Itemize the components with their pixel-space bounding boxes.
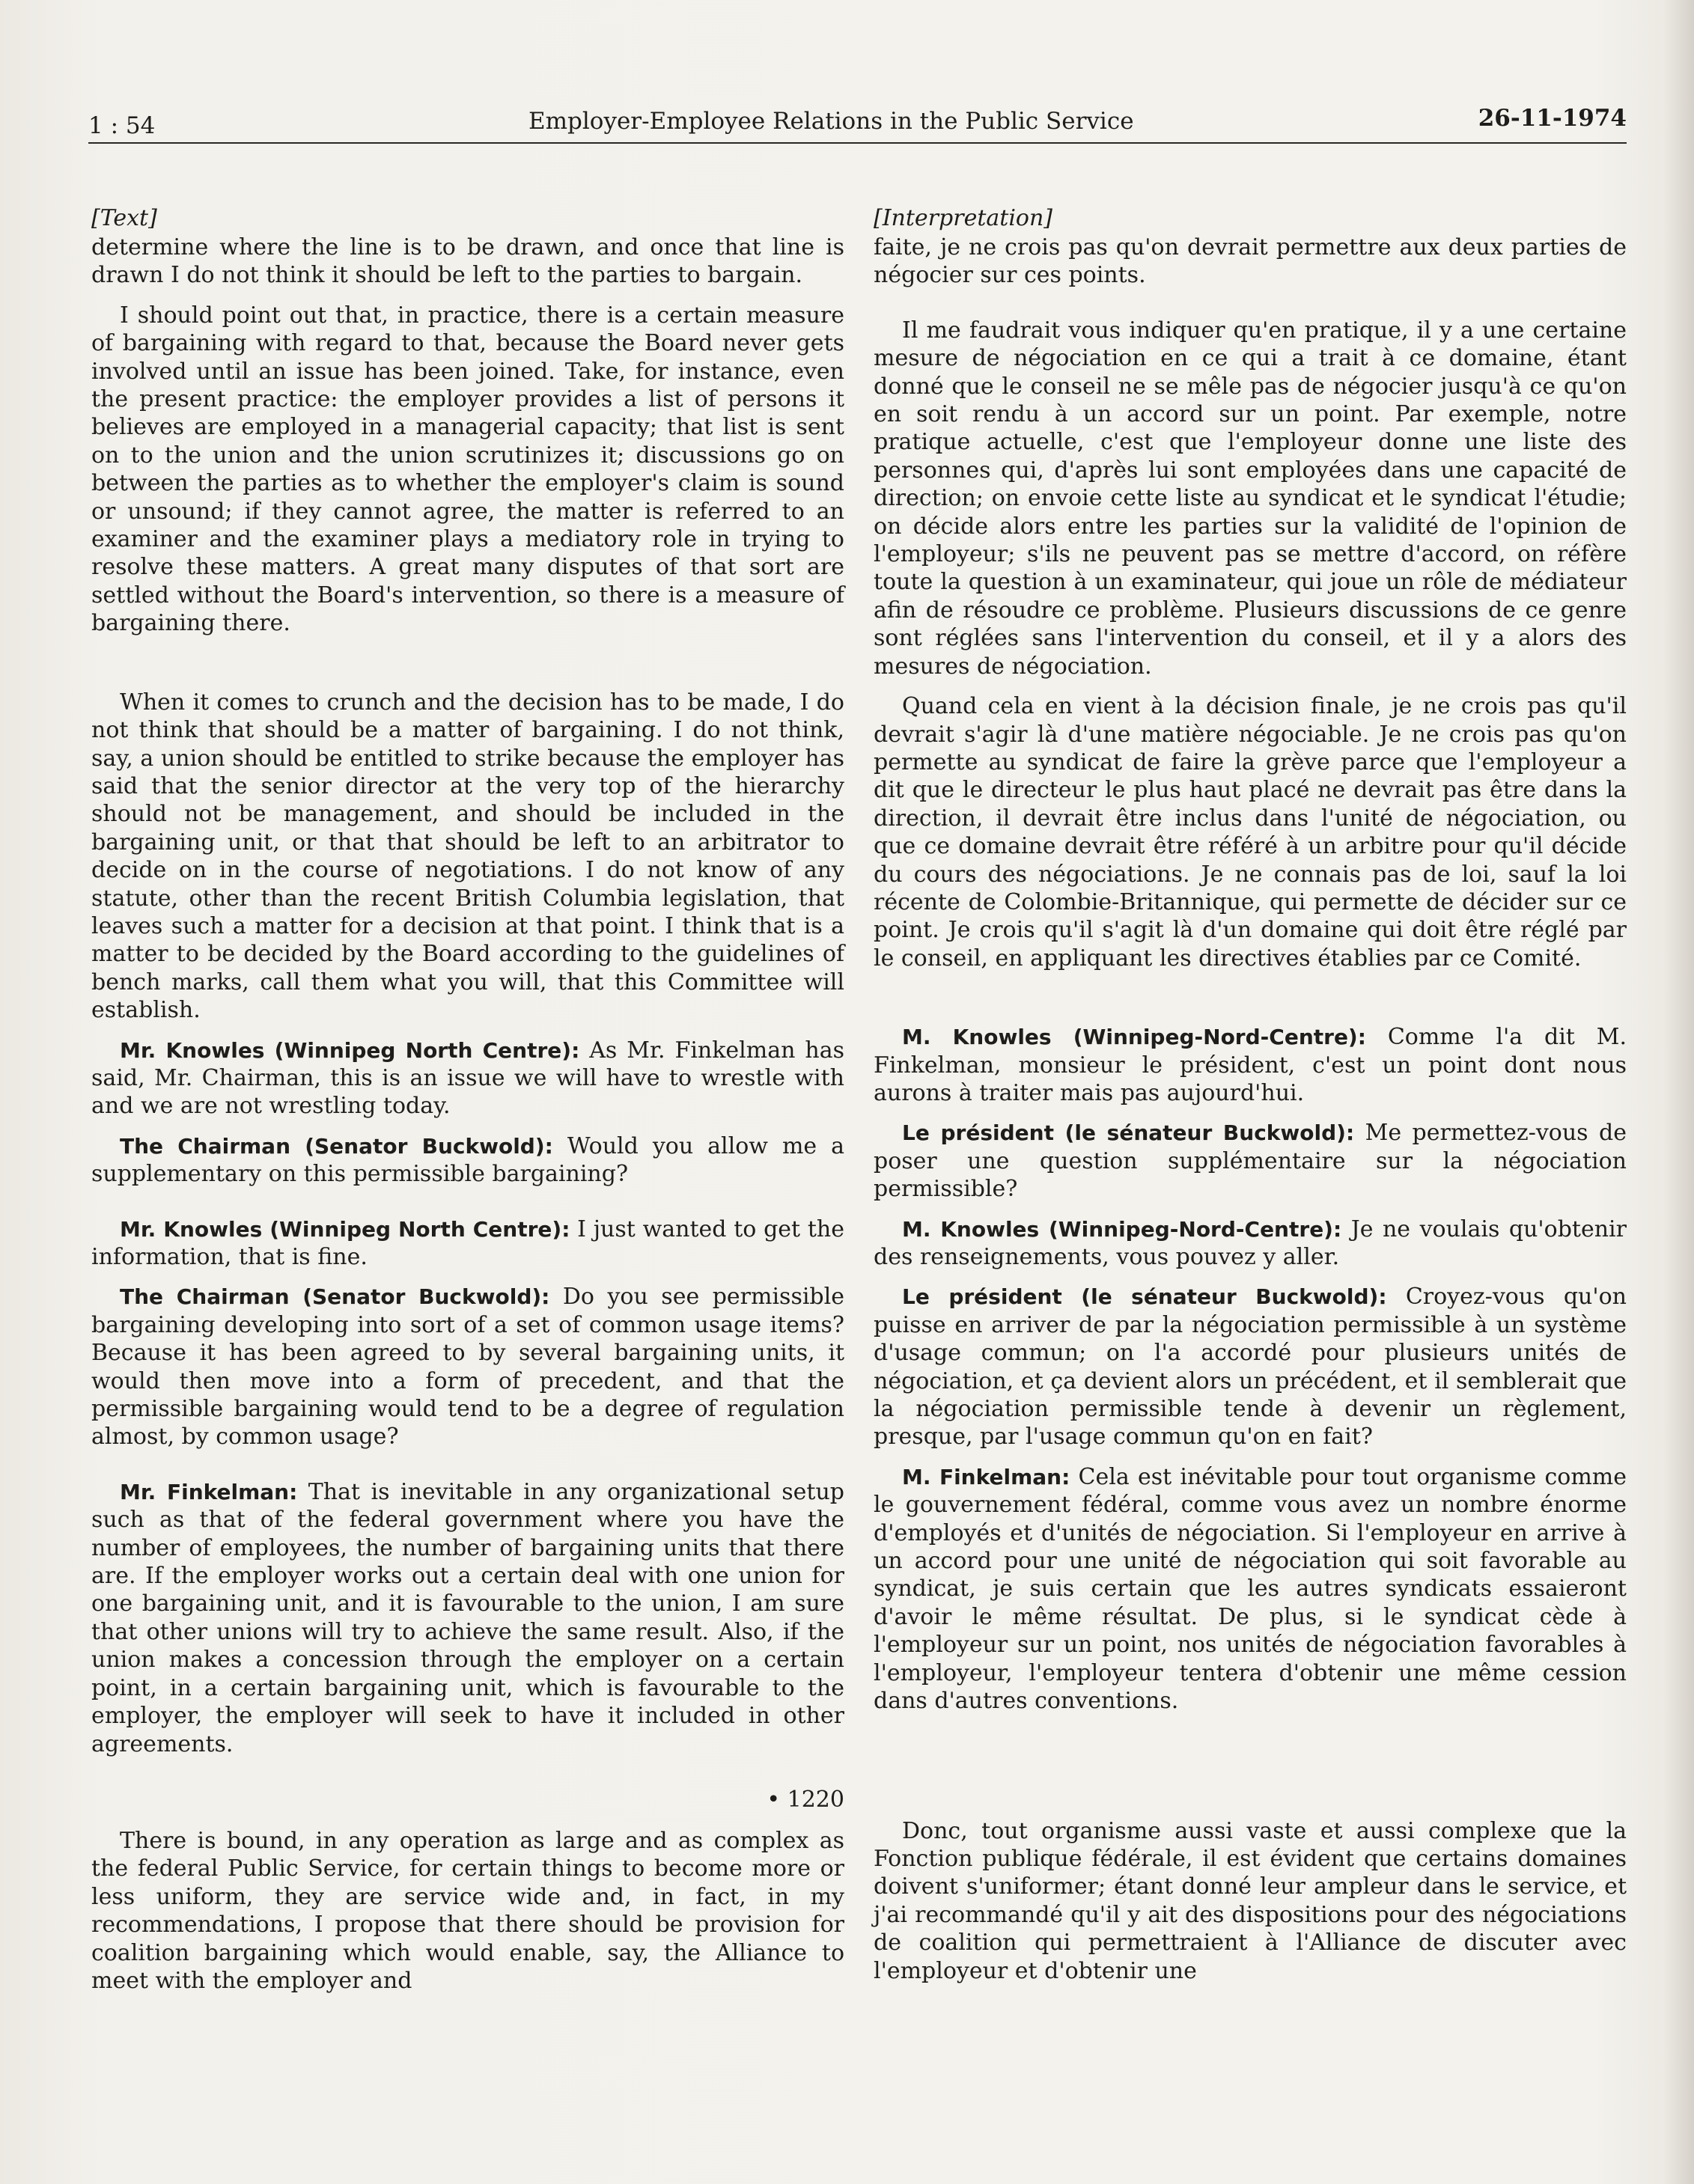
speech-text: Croyez-vous qu'on puisse en arriver de par la négociation permissible à un système d'usage commun; on l'a accordé pour plusieurs unités de négociation, et ça devient alors un précédent, et il semblerait que la négociation permissible tende à devenir un règlement, presque, par l'usage commun qu'on en fait?	[874, 1284, 1627, 1451]
speech-text: Do you see permissible bargaining developing into sort of a set of common usage items? Because it has been agreed to by several bargaining units, it would then move into a form of precedent, and that the permissible bargaining would tend to be a degree of regulation almost, by common usage?	[91, 1284, 844, 1451]
speech-text: As Mr. Finkelman has said, Mr. Chairman, this is an issue we will have to wrestle with and we are not wrestling today.	[91, 1037, 844, 1120]
speech-text: Me permettez-vous de poser une question supplémentaire sur la négociation permissible?	[874, 1120, 1627, 1203]
english-column	[91, 204, 844, 1995]
speaker-name: M. Knowles (Winnipeg-Nord-Centre):	[902, 1216, 1342, 1242]
paragraph: Il me faudrait vous indiquer qu'en pratique, il y a une certaine mesure de négociation en ce qui a trait à ce domaine, étant donné que le conseil ne se mêle pas de négocier jusqu'à ce qu'on en soit rendu à un accord sur un point. Par exemple, notre pratique actuelle, c'est que l'employeur donne une liste des personnes qui, d'après lui sont employées dans une capacité de direction; on envoie cette liste au syndicat et le syndicat l'étudie; on décide alors entre les parties sur la validité de l'opinion de l'employeur; s'ils ne peuvent pas se mettre d'accord, on réfère toute la question à un examinateur, qui joue un rôle de médiateur afin de résoudre ce problème. Plusieurs discussions de ce genre sont réglées sans l'intervention du conseil, et il y a alors des mesures de négociation.	[874, 317, 1627, 680]
header-date: 26-11-1974	[1478, 105, 1627, 132]
speech-text: I just wanted to get the information, that is fine.	[91, 1215, 844, 1270]
speech	[91, 1478, 844, 1758]
speaker-name: Le président (le sénateur Buckwold):	[902, 1120, 1355, 1146]
speaker-name: M. Knowles (Winnipeg-Nord-Centre):	[902, 1025, 1366, 1050]
speech	[874, 1119, 1627, 1203]
paragraph: faite, je ne crois pas qu'on devrait permettre aux deux parties de négocier sur ces points.	[874, 234, 1627, 289]
speech	[874, 1463, 1627, 1715]
paragraph: When it comes to crunch and the decision has to be made, I do not think that should be a matter of bargaining. I do not think, say, a union should be entitled to strike because the employer has said that the senior director at the very top of the hierarchy should not be management, and should be included in the bargaining unit, or that that should be left to an arbitrator to decide on in the course of negotiations. I do not know of any statute, other than the recent British Columbia legislation, that leaves such a matter for a decision at that point. I think that is a matter to be decided by the Board according to the guidelines of bench marks, call them what you will, that this Committee will establish.	[91, 689, 844, 1024]
speaker-name: Mr. Finkelman:	[120, 1479, 298, 1504]
paragraph: Quand cela en vient à la décision finale, je ne crois pas qu'il devrait s'agir là d'une matière négociable. Je ne crois pas qu'on permette au syndicat de faire la grève parce que l'employeur a dit que le directeur le plus haut placé ne devrait pas être dans la direction, il devrait être inclus dans l'unité de négociation, ou que ce domaine devrait être référé à un arbitre pour qu'il décide du cours des négociations. Je ne connais pas de loi, sauf la loi récente de Colombie-Britannique, qui permette de décider sur ce point. Je crois qu'il s'agit là d'un domaine qui doit être réglé par le conseil, en appliquant les directives établies par ce Comité.	[874, 693, 1627, 971]
speaker-name: Mr. Knowles (Winnipeg North Centre):	[120, 1037, 580, 1063]
paragraph: I should point out that, in practice, there is a certain measure of bargaining with regard to that, because the Board never gets involved until an issue has been joined. Take, for instance, even the present practice: the employer provides a list of persons it believes are employed in a managerial capacity; that list is sent on to the union and the union scrutinizes it; discussions go on between the parties as to whether the employer's claim is sound or unsound; if they cannot agree, the matter is referred to an examiner and the examiner plays a mediatory role in trying to resolve these matters. A great many disputes of that sort are settled without the Board's intervention, so there is a measure of bargaining there.	[91, 302, 844, 637]
running-title: Employer-Employee Relations in the Public Service	[528, 108, 1134, 135]
paragraph: determine where the line is to be drawn, and once that line is drawn I do not think it should be left to the parties to bargain.	[91, 234, 844, 289]
page-number: 1 : 54	[88, 112, 156, 139]
speaker-name: The Chairman (Senator Buckwold):	[120, 1133, 553, 1159]
speaker-name: M. Finkelman:	[902, 1464, 1070, 1489]
speech	[91, 1132, 844, 1189]
speech-text: Would you allow me a supplementary on this permissible bargaining?	[91, 1132, 845, 1188]
speech	[874, 1023, 1627, 1107]
running-head	[88, 105, 1627, 144]
time-marker: • 1220	[767, 1786, 844, 1813]
speech-text: Cela est inévitable pour tout organisme comme le gouvernement fédéral, comme vous avez un nombre énorme d'employés et d'unités de négociation. Si l'employeur en arrive à un accord pour une unité de négociation qui soit favorable au syndicat, je suis certain que les autres syndicats essaieront d'avoir le même résultat. De plus, si le syndicat cède à l'employeur sur un point, nos unités de négociation favorables à l'employeur, l'employeur tentera d'obtenir une même cession dans d'autres conventions.	[874, 1463, 1627, 1715]
paragraph: Donc, tout organisme aussi vaste et aussi complexe que la Fonction publique fédérale, il est évident que certains domaines doivent s'uniformer; étant donné leur ampleur dans le service, et j'ai recommandé qu'il y ait des dispositions pour des négociations de coalition qui permettraient à l'Alliance de discuter avec l'employeur et d'obtenir une	[874, 1817, 1627, 1984]
speech	[91, 1215, 844, 1272]
paragraph: There is bound, in any operation as large and as complex as the federal Public Service, for certain things to become more or less uniform, they are service wide and, in fact, in my recommendations, I propose that there should be provision for coalition bargaining which would enable, say, the Alliance to meet with the employer and	[91, 1827, 844, 1994]
speech	[874, 1215, 1627, 1272]
speech-text: Je ne voulais qu'obtenir des renseignements, vous pouvez y aller.	[874, 1215, 1627, 1270]
speaker-name: The Chairman (Senator Buckwold):	[120, 1284, 550, 1310]
speech	[91, 1283, 844, 1451]
speaker-name: Le président (le sénateur Buckwold):	[902, 1284, 1387, 1310]
speech	[91, 1037, 844, 1120]
speaker-name: Mr. Knowles (Winnipeg North Centre):	[120, 1216, 570, 1242]
speech-text: Comme l'a dit M. Finkelman, monsieur le président, c'est un point dont nous aurons à traiter mais pas aujourd'hui.	[874, 1024, 1627, 1106]
column-label-interpretation: [Interpretation]	[874, 205, 1053, 231]
column-label-text: [Text]	[91, 205, 157, 231]
page-edge-shadow	[1664, 0, 1694, 2184]
speech-text: That is inevitable in any organizational setup such as that of the federal government where you have the number of employees, the number of bargaining units that there are. If the employer works out a certain deal with one union for one bargaining unit, and it is favourable to the union, I am sure that other unions will try to achieve the same result. Also, if the union makes a concession through the employer on a certain point, in a certain bargaining unit, which is favourable to the employer, the employer will seek to have it included in other agreements.	[91, 1478, 844, 1757]
french-column	[874, 204, 1627, 1985]
speech	[874, 1283, 1627, 1451]
